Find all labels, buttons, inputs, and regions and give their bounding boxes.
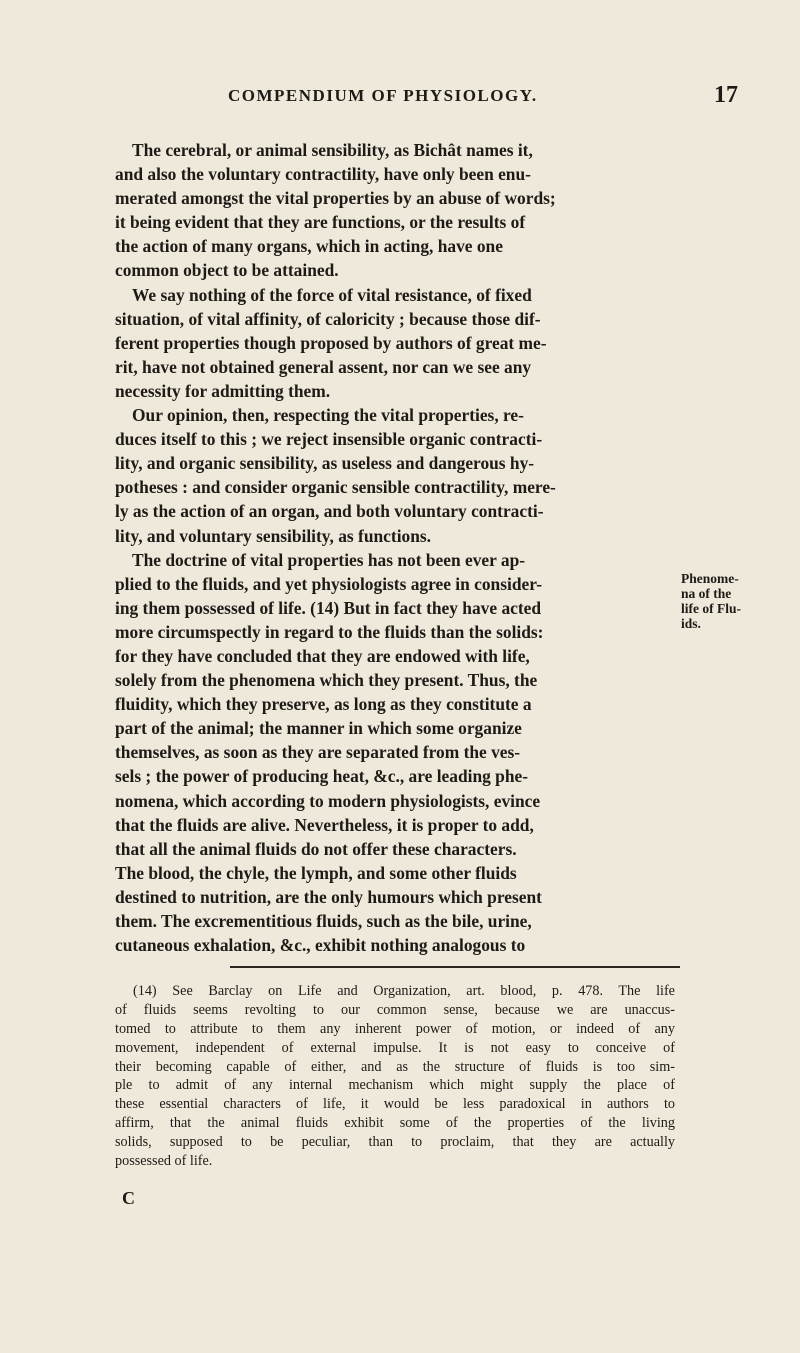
text-line: sels ; the power of producing heat, &c., are leading phe- <box>115 766 529 787</box>
text-line: We say nothing of the force of vital resistance, of fixed <box>132 284 532 305</box>
text-line: and also the voluntary contractility, have only been enu- <box>115 164 531 185</box>
text-line: it being evident that they are functions, or the results of <box>115 212 526 233</box>
text-line: solely from the phenomena which they present. Thus, the <box>115 670 538 691</box>
text-line: situation, of vital affinity, of caloricity ; because those dif- <box>115 308 541 329</box>
footnote-line: of fluids seems revolting to our common sense, because we are unaccus- <box>115 1001 675 1018</box>
text-line: that the fluids are alive. Nevertheless, it is proper to add, <box>115 814 534 835</box>
text-line: The cerebral, or animal sensibility, as Bichât names it, <box>132 140 533 160</box>
margin-note-line: Phenome- <box>681 571 739 586</box>
text-line: fluidity, which they preserve, as long as they constitute a <box>115 694 532 715</box>
text-line: common object to be attained. <box>115 260 339 281</box>
footnote-line: tomed to attribute to them any inherent power of motion, or indeed of any <box>115 1020 675 1037</box>
margin-note-line: ids. <box>681 616 701 631</box>
text-line: themselves, as soon as they are separated from the ves- <box>115 742 521 763</box>
footnote-line: these essential characters of life, it would be less paradoxical in authors to <box>115 1096 675 1113</box>
footnote-line: possessed of life. <box>115 1153 213 1170</box>
footnote-rule <box>230 966 680 968</box>
text-line: ing them possessed of life. (14) But in fact they have acted <box>115 597 542 618</box>
running-head <box>0 82 800 116</box>
text-line: potheses : and consider organic sensible contractility, mere- <box>115 477 556 498</box>
text-line: destined to nutrition, are the only humours which present <box>115 886 542 907</box>
text-line: ly as the action of an organ, and both voluntary contracti- <box>115 501 544 522</box>
margin-note <box>681 571 761 631</box>
text-line: The blood, the chyle, the lymph, and some other fluids <box>115 862 517 883</box>
footnote-line: movement, independent of external impulse. It is not easy to conceive of <box>115 1039 675 1056</box>
text-line: that all the animal fluids do not offer these characters. <box>115 838 517 859</box>
text-line: them. The excrementitious fluids, such as the bile, urine, <box>115 911 532 931</box>
text-line: necessity for admitting them. <box>115 380 331 401</box>
text-line: nomena, which according to modern physiologists, evince <box>115 790 541 811</box>
footnote-line: their becoming capable of either, and as the structure of fluids is too sim- <box>115 1058 675 1075</box>
body-text <box>115 138 675 957</box>
text-line: rit, have not obtained general assent, nor can we see any <box>115 356 532 377</box>
margin-note-line: life of Flu- <box>681 601 741 616</box>
footnote-line: affirm, that the animal fluids exhibit some of the properties of the living <box>115 1115 675 1132</box>
signature-mark: C <box>122 1188 135 1208</box>
text-line: duces itself to this ; we reject insensible organic contracti- <box>115 429 543 450</box>
text-line: ferent properties though proposed by authors of great me- <box>115 332 547 353</box>
text-line: for they have concluded that they are endowed with life, <box>115 645 530 666</box>
footnote-line: solids, supposed to be peculiar, than to proclaim, that they are actually <box>115 1134 675 1151</box>
text-line: plied to the fluids, and yet physiologists agree in consider- <box>115 573 543 594</box>
text-line: lity, and organic sensibility, as useless and dangerous hy- <box>115 453 535 474</box>
footnote <box>115 982 675 1171</box>
running-title: COMPENDIUM OF PHYSIOLOGY. <box>228 86 538 105</box>
footnote-line: ple to admit of any internal mechanism which might supply the place of <box>115 1077 675 1094</box>
text-line: part of the animal; the manner in which some organize <box>115 718 522 739</box>
text-line: more circumspectly in regard to the fluids than the solids: <box>115 621 544 642</box>
text-line: The doctrine of vital properties has not been ever ap- <box>132 549 526 570</box>
text-line: cutaneous exhalation, &c., exhibit nothing analogous to <box>115 935 526 956</box>
text-line: the action of many organs, which in acting, have one <box>115 236 503 257</box>
text-line: Our opinion, then, respecting the vital properties, re- <box>132 405 524 426</box>
text-line: merated amongst the vital properties by an abuse of words; <box>115 188 556 209</box>
text-line: lity, and voluntary sensibility, as functions. <box>115 525 432 546</box>
page-number: 17 <box>714 82 738 108</box>
margin-note-line: na of the <box>681 586 732 601</box>
footnote-line: (14) See Barclay on Life and Organization, art. blood, p. 478. The life <box>133 983 675 999</box>
